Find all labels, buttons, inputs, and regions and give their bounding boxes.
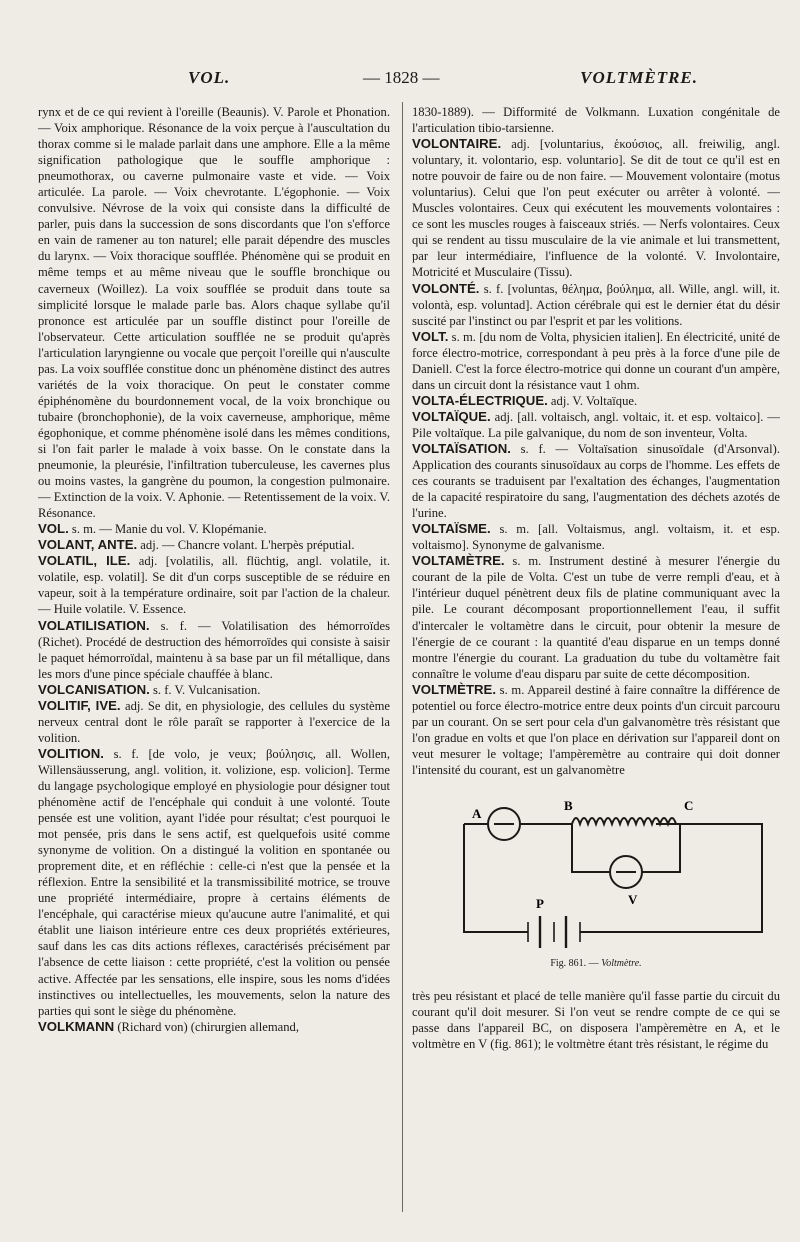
right-column bbox=[412, 104, 780, 1052]
figure-voltmeter-circuit bbox=[412, 784, 780, 984]
left-column bbox=[38, 104, 390, 1035]
entry-volkmann-continued: 1830-1889). — Difformité de Volkmann. Luxation congénitale de l'articulation tibio-tarsienne. bbox=[412, 105, 780, 136]
circuit-diagram bbox=[432, 784, 782, 954]
entry-volatilisation: VOLATILISATION. s. f. — Volatilisation des hémorroïdes (Richet). Procédé de destruction des hémorroïdes qui consiste à saisir le paquet hémorroïdal, maintenu à sa base par un fil métallique, dans les mors d'une pince spéciale chauffée à blanc. bbox=[38, 617, 390, 681]
entry-volatil: VOLATIL, ILE. adj. [volatilis, all. flüchtig, angl. volatile, it. volatile, esp. volatil]. Se dit d'un corps susceptible de se réduire en vapeur, soit à la température ordinaire, soit par l'action de la chaleur. — Huile volatile. V. Essence. bbox=[38, 553, 390, 617]
label-p: P bbox=[536, 895, 544, 911]
figure-caption: Fig. 861. — Voltmètre. bbox=[550, 957, 642, 969]
label-b: B bbox=[564, 797, 573, 813]
entry-volant: VOLANT, ANTE. adj. — Chancre volant. L'herpès préputial. bbox=[38, 537, 355, 553]
wire-derivation-right bbox=[642, 824, 680, 872]
entry-volonte: VOLONTÉ. s. f. [voluntas, θέλημα, βούλημα, all. Wille, angl. will, it. volontà, esp. voluntad]. Action cérébrale qui est le dernier état du désir suscité par l'instinct ou par l'esprit et par les volitions. bbox=[412, 280, 780, 328]
label-a: A bbox=[472, 805, 482, 821]
page-number: — 1828 — bbox=[363, 68, 440, 87]
entry-volontaire: VOLONTAIRE. adj. [voluntarius, ἑκούσιος, all. freiwilig, angl. voluntary, it. volontario, esp. voluntario]. Se dit de tout ce qu'il est en notre pouvoir de faire ou de non faire. — Mouvement volontaire (motus voluntarius). Celui que l'on peut exécuter ou arrêter à volonté. — Muscles volontaires. Ceux qui exécutent les mouvements volontaires : ce sont les muscles rouges à faisceaux striés. — Nerfs volontaires. Ceux qui se rendent au tissu musculaire de la vie animale et lui transmettent, par leur intermédiaire, l'influence de la volonté. V. Involontaire, Motricité et Musculaire (Tissu). bbox=[412, 136, 780, 280]
entry-voltaisme: VOLTAÏSME. s. m. [all. Voltaismus, angl. voltaism, it. et esp. voltaismo]. Synonyme de galvanisme. bbox=[412, 521, 780, 553]
entry-voltametre: VOLTAMÈTRE. s. m. Instrument destiné à mesurer l'énergie du courant de la pile de Volta. C'est un tube de verre rempli d'eau, et à l'intérieur duquel pénètrent deux fils de platine communiquant avec la pile. Le courant décomposant proportionnellement l'eau, il suffit d'intercaler le voltamètre dans le circuit, pour obtenir la mesure de l'énergie de ce courant : la quantité d'eau disparue en un temps donné montre l'énergie du courant. La graduation du tube du voltamètre fait connaître le volume d'eau disparu par suite de cette décomposition. bbox=[412, 553, 780, 681]
entry-volcanisation: VOLCANISATION. s. f. V. Vulcanisation. bbox=[38, 681, 261, 697]
entry-vol: VOL. s. m. — Manie du vol. V. Klopémanie. bbox=[38, 521, 267, 537]
running-header bbox=[38, 68, 762, 98]
entry-volkmann: VOLKMANN (Richard von) (chirurgien allemand, bbox=[38, 1018, 299, 1034]
coil-bc bbox=[572, 818, 676, 824]
entry-volitif: VOLITIF, IVE. adj. Se dit, en physiologie, des cellules du système nerveux central dont le rôle paraît se rapporter à l'exercice de la volition. bbox=[38, 697, 390, 745]
entry-voltaique: VOLTAÏQUE. adj. [all. voltaisch, angl. voltaic, it. et esp. voltaico]. — Pile voltaïque. La pile galvanique, du nom de son inventeur, Volta. bbox=[412, 408, 780, 440]
entry-voltmetre-continued: très peu résistant et placé de telle manière qu'il fasse partie du circuit du courant qu'il doit mesurer. Si l'on veut se rendre compte de ce qui se passe dans l'appareil BC, on disposera l'ampèremètre en A, et le voltmètre en V (fig. 861); le voltmètre étant très résistant, le régime du bbox=[412, 988, 780, 1052]
entry-voltaisation: VOLTAÏSATION. s. f. — Voltaïsation sinusoïdale (d'Arsonval). Application des courants sinusoïdaux au corps de l'homme. Les effets de ces courants se traduisent par l'exaltation des échanges, l'augmentation de la capacité respiratoire du sang, l'augmentation des déchets azotés de l'urine. bbox=[412, 440, 780, 521]
header-left-word: VOL. bbox=[188, 68, 231, 87]
wire-right-bottom bbox=[580, 824, 762, 932]
wire-left bbox=[464, 824, 528, 932]
wire-derivation-left bbox=[572, 824, 610, 872]
label-v: V bbox=[628, 891, 638, 907]
label-c: C bbox=[684, 797, 694, 813]
column-divider bbox=[402, 102, 403, 1212]
entry-voix-continued: rynx et de ce qui revient à l'oreille (Beaunis). V. Parole et Phonation. — Voix amphorique. Résonance de la voix perçue à l'auscultation du thorax comme si le malade parlait dans une amphore. Elle a la même signification pathologique que le souffle amphorique : pneumothorax, ou caverne pulmonaire vaste et vide. — Voix articulée. La parole. — Voix chevrotante. L'égophonie. — Voix convulsive. Névrose de la voix qui consiste dans la difficulté de parler, puis dans la succession de sons discordants que l'on s'efforce en vain de ramener au ton naturel; elle parait dépendre des muscles du larynx. — Voix thoracique soufflée. Phénomène qui se produit en même temps et au même niveau que le souffle bronchique ou caverneux (Woillez). La voix soufflée se produit dans toute sa simplicité lorsque le malade parle bas. Alors chaque syllabe qu'il prononce est articulée par un souffle distinct pour l'oreille de l'observateur. Cette articulation soufflée ne se produit qu'après l'articulation laryngienne ou vocale que perçoit l'oreille qui n'ausculte pas. La voix soufflée constitue donc un phénomène distinct des autres variétés de la voix thoracique. On peut le constater comme épiphénomène du bourdonnement vocal, de la voix bronchique ou tubaire (bronchophonie), de la voix caverneuse, amphorique, même égophonique, et comme phénomène isolé dans les mêmes conditions, si l'on fait parler le malade à voix basse. On le constate dans la pneumonie, la pleurésie, l'infiltration tuberculeuse, les cavernes plus ou moins vastes, la gangrène du poumon, la congestion pulmonaire. — Extinction de la voix. V. Aphonie. — Retentissement de la voix. V. Résonance. bbox=[38, 105, 391, 521]
entry-voltmetre: VOLTMÈTRE. s. m. Appareil destiné à faire connaître la différence de potentiel ou force électro-motrice entre deux points d'un circuit parcouru par un courant. On se sert pour cela d'un galvanomètre très résistant que l'on gradue en volts et que l'on place en dérivation sur l'appareil dont on veut mesurer le voltage; l'ampèremètre au contraire qui doit donner l'intensité du courant, est un galvanomètre bbox=[412, 681, 780, 777]
entry-volt: VOLT. s. m. [du nom de Volta, physicien italien]. En électricité, unité de force électro-motrice, correspondant à peu près à la force d'une pile de Daniell. C'est la force électro-motrice qui donne un courant d'un ampère, dans un circuit dont la résistance vaut 1 ohm. bbox=[412, 328, 780, 392]
entry-volition: VOLITION. s. f. [de volo, je veux; βούλησις, all. Wollen, Willensäusserung, angl. volition, it. volizione, esp. volicion]. Terme du langage psychologique employé en physiologie pour désigner tout phénomène actif de l'encéphale qui conduit à une volonté. Toute pensée est une volition, ayant l'idée pour résultat; c'est pourquoi le mot pensée, pris dans le sens actif, est quelquefois usité comme synonyme de volition. On a distingué la volition en spontanée ou proprement dite, et en réfléchie : celle-ci n'est que la pensée et la réflexion. Entre la sensibilité et la transmissibilité motrice, se trouve une propriété intermédiaire, propre à certains éléments de l'encéphale, qui caractérise mieux qu'aucune autre l'animalité, et qui établit une liaison intérieure entre ces deux propriétés extérieures, sauf dans les cas dits actions réflexes, caractérisés précisément par l'absence de cette liaison : cette propriété, c'est la volition ou pensée active. Affectée par les sensations, elle inspire, sous les noms d'idées instinctives ou intellectuelles, les mouvements, selon la nature des parties qui sont le siège du phénomène. bbox=[38, 745, 390, 1018]
entry-volta-electrique: VOLTA-ÉLECTRIQUE. adj. V. Voltaïque. bbox=[412, 392, 638, 408]
header-right-word: VOLTMÈTRE. bbox=[580, 68, 698, 87]
